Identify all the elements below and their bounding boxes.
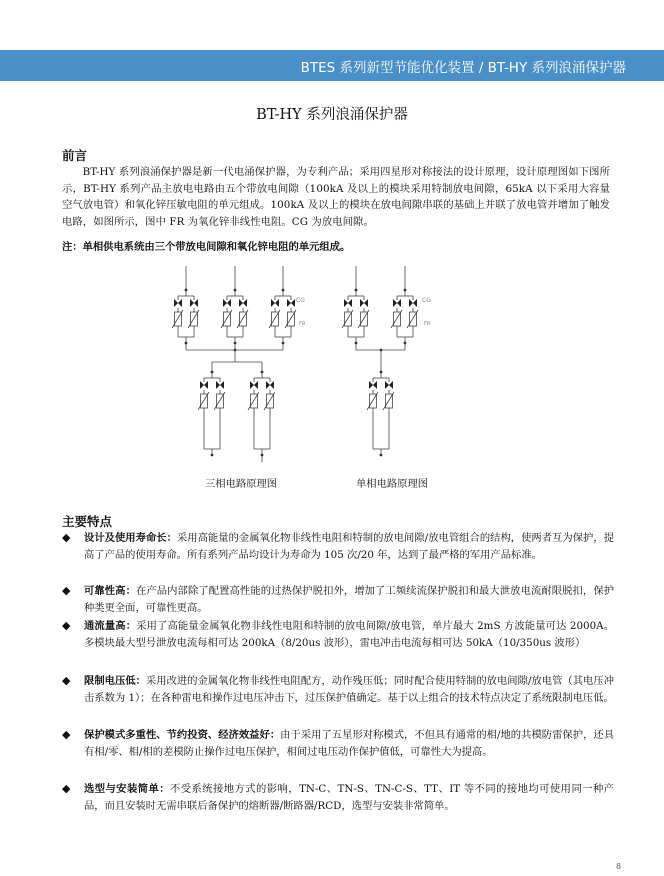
feature-item (62, 618, 614, 651)
spark-gap-icon (194, 299, 198, 307)
feature-text: 采用高能量的金属氧化物非线性电阻和特制的放电间隙/放电管组合的结构，使两者互为保护，提高了产品的使用寿命。所有系列产品均设计为寿命为 105 次/20 年，达到了最严格的军用产品标准。 (84, 532, 615, 561)
spark-gap-icon (178, 299, 182, 307)
label-fr-single-phase: FR (424, 321, 431, 327)
junction-dot (211, 454, 214, 457)
intro-heading: 前言 (62, 148, 88, 163)
junction-dot (185, 289, 188, 292)
feature-text: 采用了高能量金属氧化物非线性电阻和特制的放电间隙/放电管，单片最大 2mS 方波能量可达 2000A。多模块最大型号泄放电流每相可达 200kA（8/20us 波形），雷电冲击电流每相可达 50kA（10/350us 波形） (84, 620, 615, 649)
feature-item (62, 673, 614, 706)
intro-note: 注：单相供电系统由三个带放电间隙和氧化锌电阻的单元组成。 (62, 241, 351, 253)
spark-gap-icon (227, 299, 231, 307)
junction-dot (380, 371, 383, 374)
spark-gap-icon (385, 381, 389, 389)
spark-gap-icon (223, 299, 227, 307)
circuit-diagram-drawing (172, 266, 418, 462)
feature-text: 不受系统接地方式的影响，TN-C、TN-S、TN-C-S、TT、IT 等不同的接地均可使用同一种产品，而且安装时无需串联后备保护的熔断器/断路器/RCD，选型与安装非常简单。 (84, 783, 614, 812)
bullet-diamond-icon: ◆ (62, 728, 71, 741)
feature-item (62, 781, 614, 814)
spark-gap-icon (220, 381, 224, 389)
spark-gap-icon (397, 299, 401, 307)
spark-gap-icon (373, 381, 377, 389)
spark-gap-icon (409, 299, 413, 307)
spark-gap-icon (239, 299, 243, 307)
spark-gap-icon (291, 299, 295, 307)
feature-text: 采用改进的金属氧化物非线性电阻配方，动作残压低；同时配合使用特制的放电间隙/放电管（其电压冲击系数为 1）；在各种雷电和操作过电压冲击下，过压保护值确定。基于以上组合的技术特点决定了系统限制电压低。 (84, 675, 615, 704)
feature-title: 限制电压低： (84, 675, 146, 687)
feature-text: 在产品内部除了配置高性能的过热保护脱扣外，增加了工频续流保护脱扣和最大泄放电流耐限脱扣，保护种类更全面，可靠性更高。 (84, 585, 615, 614)
bullet-diamond-icon: ◆ (62, 531, 71, 544)
features-heading: 主要特点 (62, 514, 113, 529)
junction-dot (282, 289, 285, 292)
caption-single-phase: 单相电路原理图 (356, 478, 429, 490)
label-cg-single-phase: CG (422, 297, 431, 304)
page-number: 8 (616, 862, 622, 871)
document-title: BT-HY 系列浪涌保护器 (256, 107, 408, 123)
spark-gap-icon (360, 299, 364, 307)
spark-gap-icon (344, 299, 348, 307)
junction-dot (355, 289, 358, 292)
spark-gap-icon (216, 381, 220, 389)
spark-gap-icon (393, 299, 397, 307)
spark-gap-icon (204, 381, 208, 389)
label-fr-three-phase: FR (299, 321, 306, 327)
spark-gap-icon (287, 299, 291, 307)
spark-gap-icon (369, 381, 373, 389)
feature-title: 设计及使用寿命长： (84, 532, 177, 544)
junction-dot (404, 289, 407, 292)
feature-title: 通流量高： (84, 620, 137, 632)
feature-title: 可靠性高： (84, 585, 136, 597)
banner-title: BTES 系列新型节能优化装置 / BT-HY 系列浪涌保护器 (300, 60, 626, 76)
feature-item (62, 530, 614, 563)
spark-gap-icon (200, 381, 204, 389)
label-cg-three-phase: CG (296, 297, 305, 304)
feature-title: 选型与安装简单： (84, 783, 171, 795)
spark-gap-icon (348, 299, 352, 307)
feature-item (62, 727, 614, 760)
spark-gap-icon (270, 381, 274, 389)
feature-item (62, 583, 614, 616)
spark-gap-icon (271, 299, 275, 307)
feature-title: 保护模式多重性、节约投资、经济效益好： (84, 729, 281, 741)
bullet-diamond-icon: ◆ (62, 584, 71, 597)
spark-gap-icon (250, 381, 254, 389)
spark-gap-icon (254, 381, 258, 389)
spark-gap-icon (266, 381, 270, 389)
spark-gap-icon (243, 299, 247, 307)
spark-gap-icon (413, 299, 417, 307)
junction-dot (380, 454, 383, 457)
intro-paragraph: BT-HY 系列浪涌保护器是新一代电涌保护器，为专利产品；采用四星形对称接法的设计原理，设计原理图如下图所示，BT-HY 系列产品主放电电路由五个带放电间隙（100kA 及以上的模块采用特制放电间隙，65kA 以下采用大容量空气放电管）和氧化锌压敏电阻的单元组成。100kA 及以上的模块在放电间隙串联的基础上并联了放电管并增加了触发电路，如图所示，图中 FR 为氧化锌非线性电阻。CG 为放电间隙。 (62, 166, 610, 228)
spark-gap-icon (275, 299, 279, 307)
spark-gap-icon (364, 299, 368, 307)
spark-gap-icon (174, 299, 178, 307)
bullet-diamond-icon: ◆ (62, 674, 71, 687)
feature-text: 由于采用了五星形对称模式，不但具有通常的相/地的共模防雷保护，还具有相/零、相/相的差模防止操作过电压保护，相间过电压动作保护值低，可靠性大为提高。 (84, 729, 615, 758)
spark-gap-icon (389, 381, 393, 389)
caption-three-phase: 三相电路原理图 (205, 478, 278, 490)
spark-gap-icon (190, 299, 194, 307)
bullet-diamond-icon: ◆ (62, 619, 71, 632)
bullet-diamond-icon: ◆ (62, 782, 71, 795)
junction-dot (234, 289, 237, 292)
